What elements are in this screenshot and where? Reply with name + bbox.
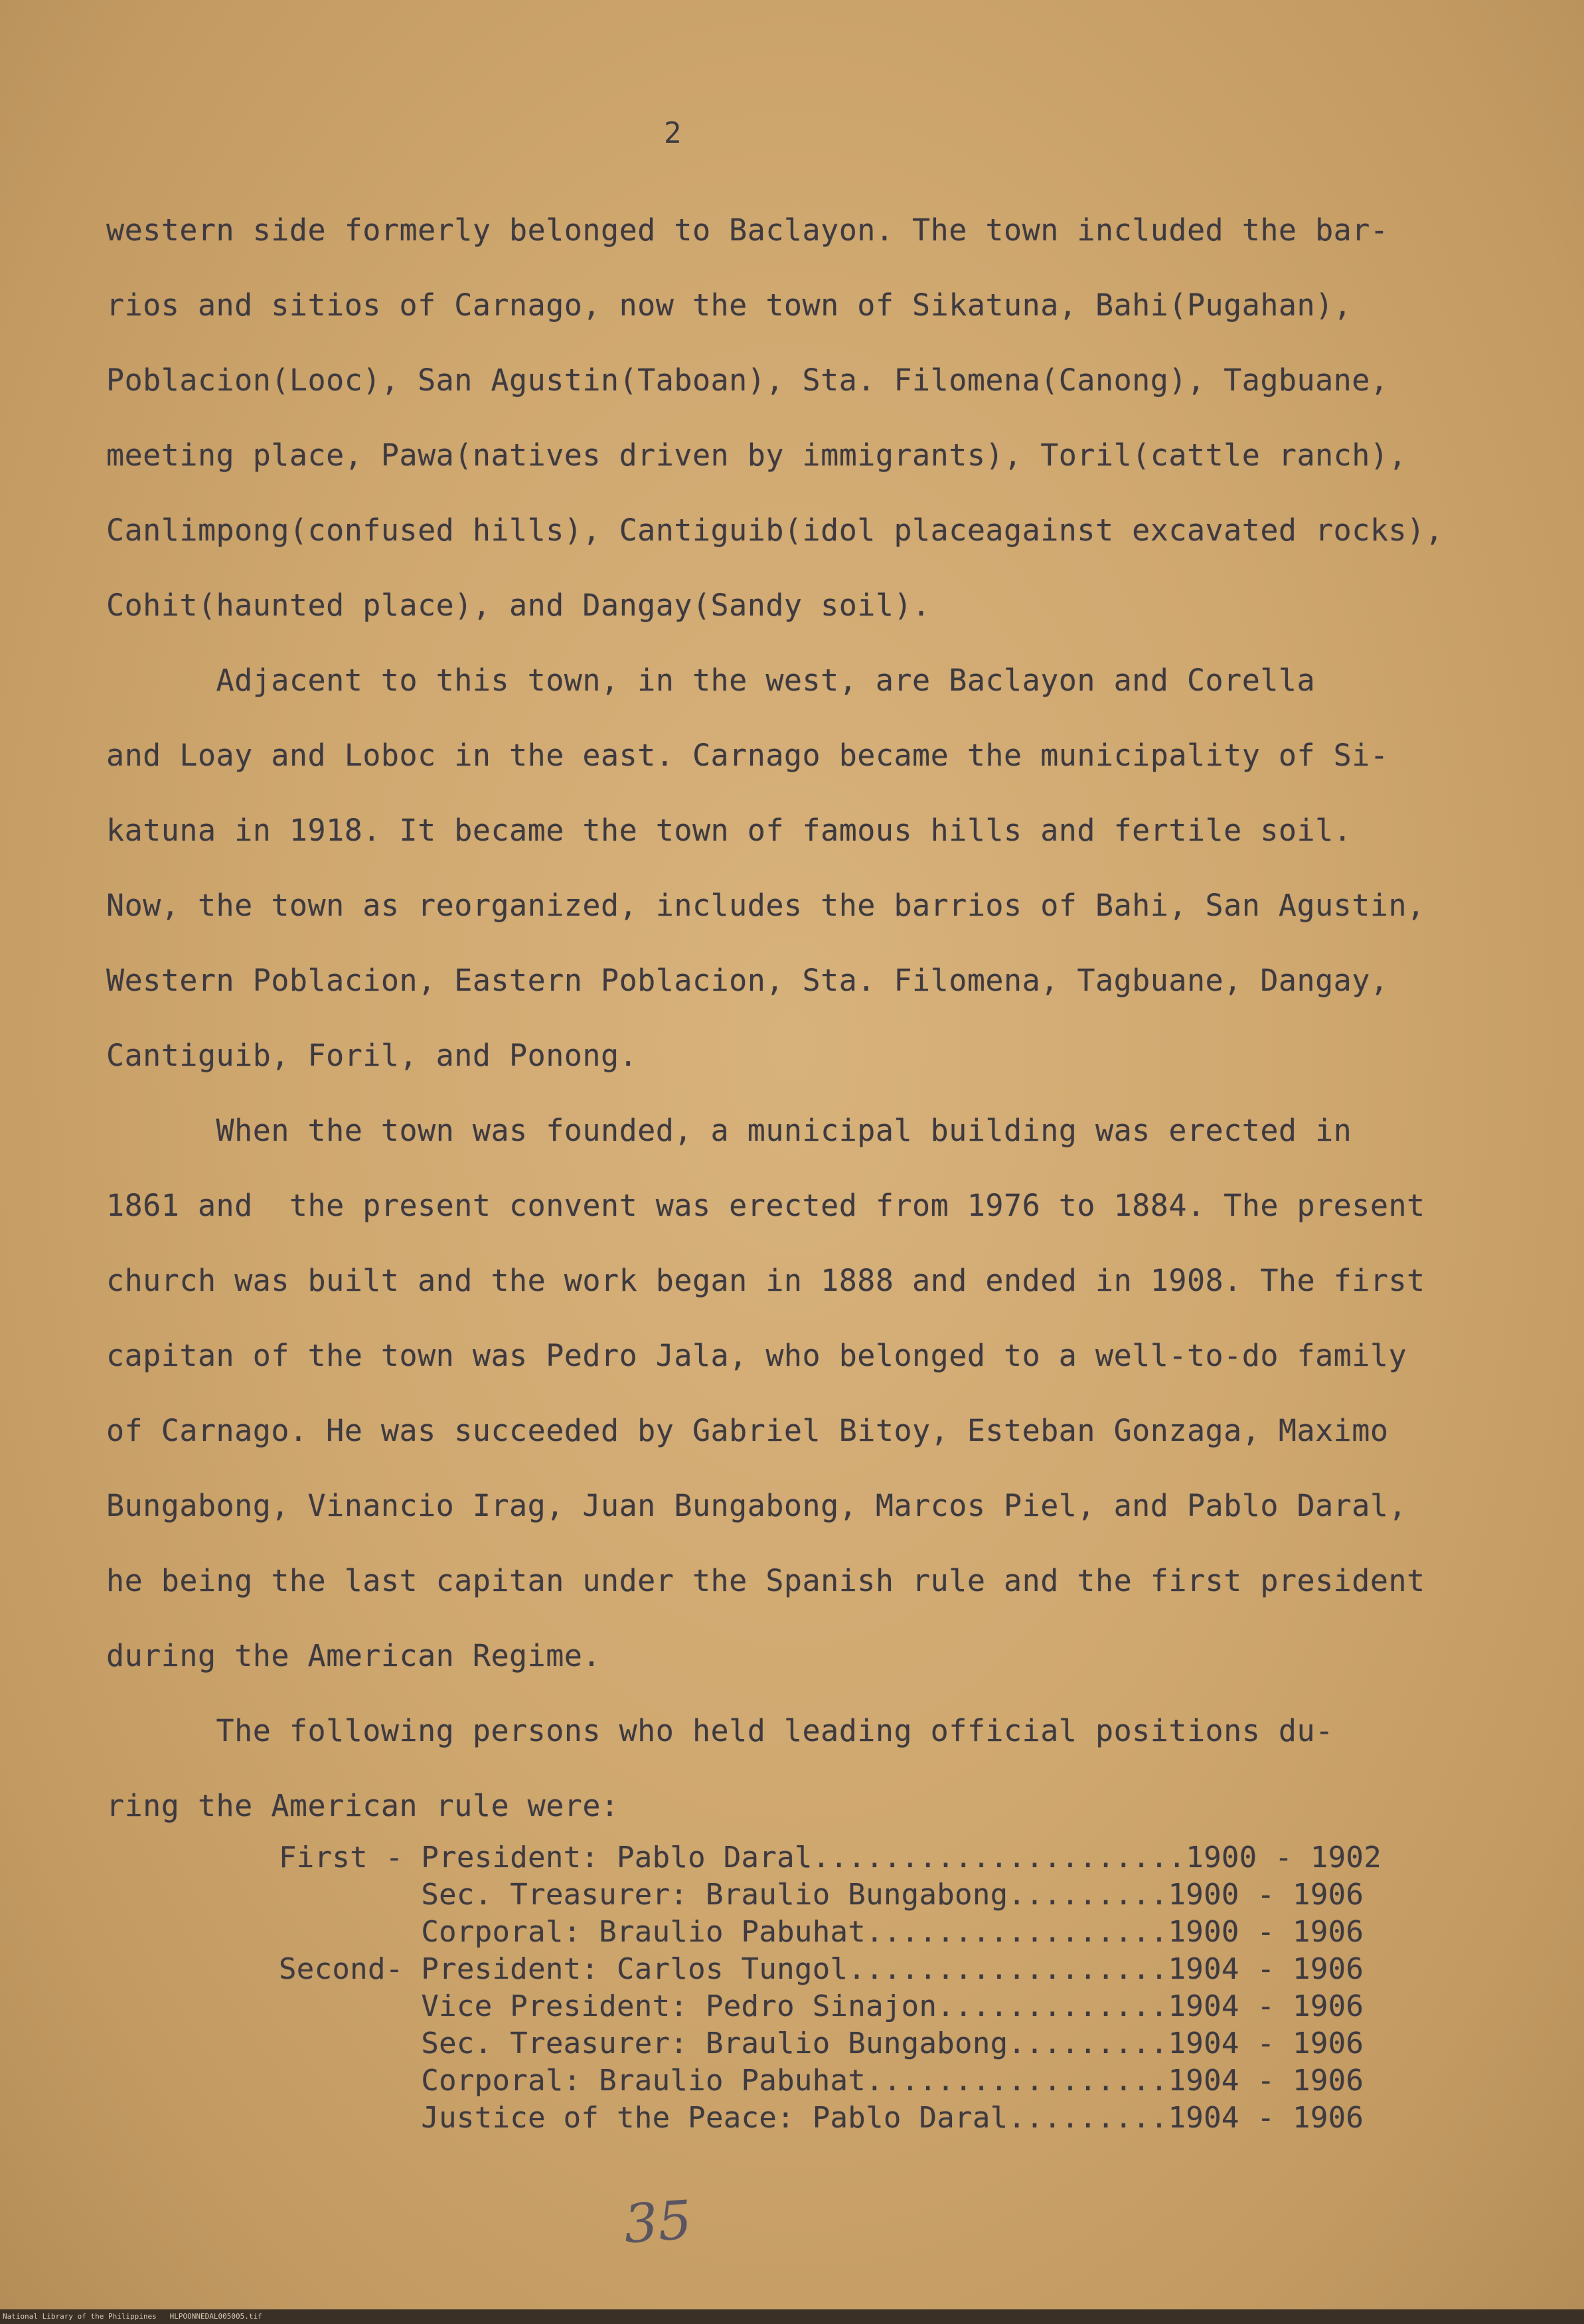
official-row: Corporal: Braulio Pabuhat.................1900 - 1906 xyxy=(279,1915,1364,1949)
page-number: 2 xyxy=(664,116,683,150)
text-line: Bungabong, Vinancio Irag, Juan Bungabong, Marcos Piel, and Pablo Daral, xyxy=(106,1488,1407,1523)
text-line: katuna in 1918. It became the town of famous hills and fertile soil. xyxy=(106,813,1352,848)
text-line: Poblacion(Looc), San Agustin(Taboan), Sta. Filomena(Canong), Tagbuane, xyxy=(106,363,1389,398)
text-line: Cantiguib, Foril, and Ponong. xyxy=(106,1038,638,1073)
officials-list xyxy=(279,1839,1382,2137)
text-line: The following persons who held leading official positions du- xyxy=(106,1713,1334,1748)
text-line: during the American Regime. xyxy=(106,1638,601,1673)
text-line: of Carnago. He was succeeded by Gabriel Bitoy, Esteban Gonzaga, Maximo xyxy=(106,1413,1389,1448)
text-line: church was built and the work began in 1888 and ended in 1908. The first xyxy=(106,1263,1425,1298)
text-line: Canlimpong(confused hills), Cantiguib(idol placeagainst excavated rocks), xyxy=(106,513,1444,548)
text-line: 1861 and the present convent was erected from 1976 to 1884. The present xyxy=(106,1188,1425,1223)
handwritten-folio-number: 35 xyxy=(621,2189,694,2256)
official-row: Sec. Treasurer: Braulio Bungabong.........1904 - 1906 xyxy=(279,2027,1364,2060)
text-line: When the town was founded, a municipal building was erected in xyxy=(106,1113,1352,1148)
text-line: Now, the town as reorganized, includes the barrios of Bahi, San Agustin, xyxy=(106,888,1425,923)
official-row: First - President: Pablo Daral.....................1900 - 1902 xyxy=(279,1841,1382,1874)
text-line: capitan of the town was Pedro Jala, who belonged to a well-to-do family xyxy=(106,1338,1407,1373)
text-line: western side formerly belonged to Baclayon. The town included the bar- xyxy=(106,212,1389,248)
text-line: Cohit(haunted place), and Dangay(Sandy soil). xyxy=(106,588,931,623)
official-row: Corporal: Braulio Pabuhat.................1904 - 1906 xyxy=(279,2064,1364,2098)
text-line: Adjacent to this town, in the west, are Baclayon and Corella xyxy=(106,663,1316,698)
official-row: Sec. Treasurer: Braulio Bungabong.........1900 - 1906 xyxy=(279,1878,1364,1912)
archive-footer: National Library of the Philippines HLPOONNEDAL005005.tif xyxy=(0,2309,1584,2324)
official-row: Second- President: Carlos Tungol..................1904 - 1906 xyxy=(279,1952,1364,1986)
official-row: Vice President: Pedro Sinajon.............1904 - 1906 xyxy=(279,1989,1364,2023)
text-line: ring the American rule were: xyxy=(106,1788,619,1823)
text-line: meeting place, Pawa(natives driven by immigrants), Toril(cattle ranch), xyxy=(106,438,1407,473)
body-text xyxy=(106,193,1444,1843)
text-line: and Loay and Loboc in the east. Carnago became the municipality of Si- xyxy=(106,738,1389,773)
official-row: Justice of the Peace: Pablo Daral.........1904 - 1906 xyxy=(279,2101,1364,2135)
text-line: Western Poblacion, Eastern Poblacion, Sta. Filomena, Tagbuane, Dangay, xyxy=(106,963,1389,998)
text-line: rios and sitios of Carnago, now the town of Sikatuna, Bahi(Pugahan), xyxy=(106,288,1352,323)
text-line: he being the last capitan under the Spanish rule and the first president xyxy=(106,1563,1425,1598)
